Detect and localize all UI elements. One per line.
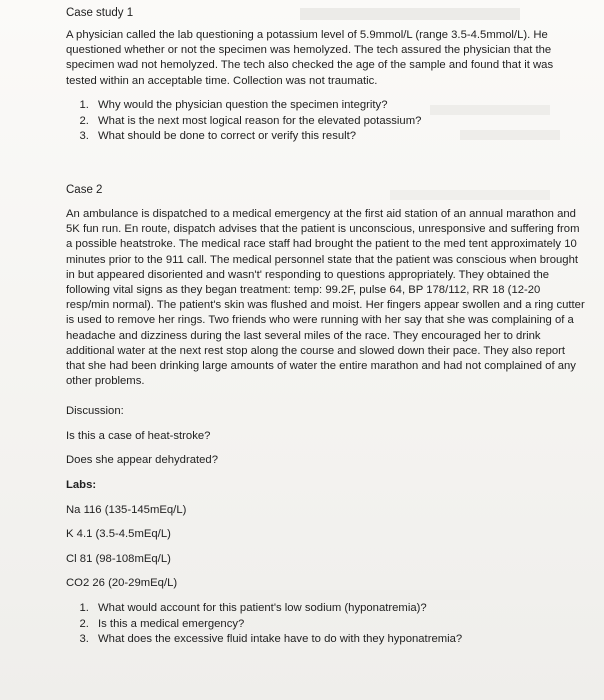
case2-question-3: 3. What does the excessive fluid intake have to do with they hyponatremia? [92,632,570,648]
case1-questions [50,98,570,145]
case1-question-1: 1. Why would the physician question the specimen integrity? [92,98,570,114]
discussion-question-2: Does she appear dehydrated? [66,454,218,466]
lab-chloride: Cl 81 (98-108mEq/L) [66,553,171,565]
case1-question-2: 2. What is the next most logical reason for the elevated potassium? [92,114,570,130]
case1-title: Case study 1 [66,7,134,19]
case1-text-block [66,28,586,89]
case2-paragraph: An ambulance is dispatched to a medical emergency at the first aid station of an annual marathon and 5K fun run. En route, dispatch advises that the patient is unconscious, unresponsive and suffering from a possible heatstroke. The medical race staff had brought the patient to the med tent approximately 10 minutes prior to the 911 call. The medical personnel state that the patient was conscious when brought in but appeared disoriented and wasn't' responding to questions appropriately. They obtained the following vital signs as they began treatment: temp: 99.2F, pulse 64, BP 178/112, RR 18 (12-20 resp/min normal). The patient's skin was flushed and moist. Her fingers appear swollen and a ring cutter is used to remove her rings. Two friends who were running with her say that she was complaining of a headache and dizziness during the last several miles of the race. They encouraged her to drink additional water at the next rest stop along the course and slowed down their pace. They also report that she had been drinking large amounts of water the entire marathon and had not complained of any other problems. [66,208,585,388]
lab-co2: CO2 26 (20-29mEq/L) [66,577,178,589]
case1-paragraph: A physician called the lab questioning a potassium level of 5.9mmol/L (range 3.5-4.5mmol/L). He questioned whether or not the specimen was hemolyzed. The tech assured the physician that the specimen wad not hemolyzed. The tech also checked the age of the sample and found that it was tested within an acceptable time. Collection was not traumatic. [66,29,554,87]
case2-questions [50,601,570,648]
lab-potassium: K 4.1 (3.5-4.5mEq/L) [66,528,171,540]
case1-question-3: 3. What should be done to correct or verify this result? [92,129,570,145]
discussion-label: Discussion: [66,405,124,417]
case2-title: Case 2 [66,184,103,196]
labs-label: Labs: [66,479,97,491]
case2-text-block [66,207,586,389]
discussion-question-1: Is this a case of heat-stroke? [66,430,211,442]
lab-sodium: Na 116 (135-145mEq/L) [66,504,187,516]
case2-question-2: 2. Is this a medical emergency? [92,617,570,633]
bleed-through-mark [240,590,470,600]
case2-question-1: 1. What would account for this patient's low sodium (hyponatremia)? [92,601,570,617]
